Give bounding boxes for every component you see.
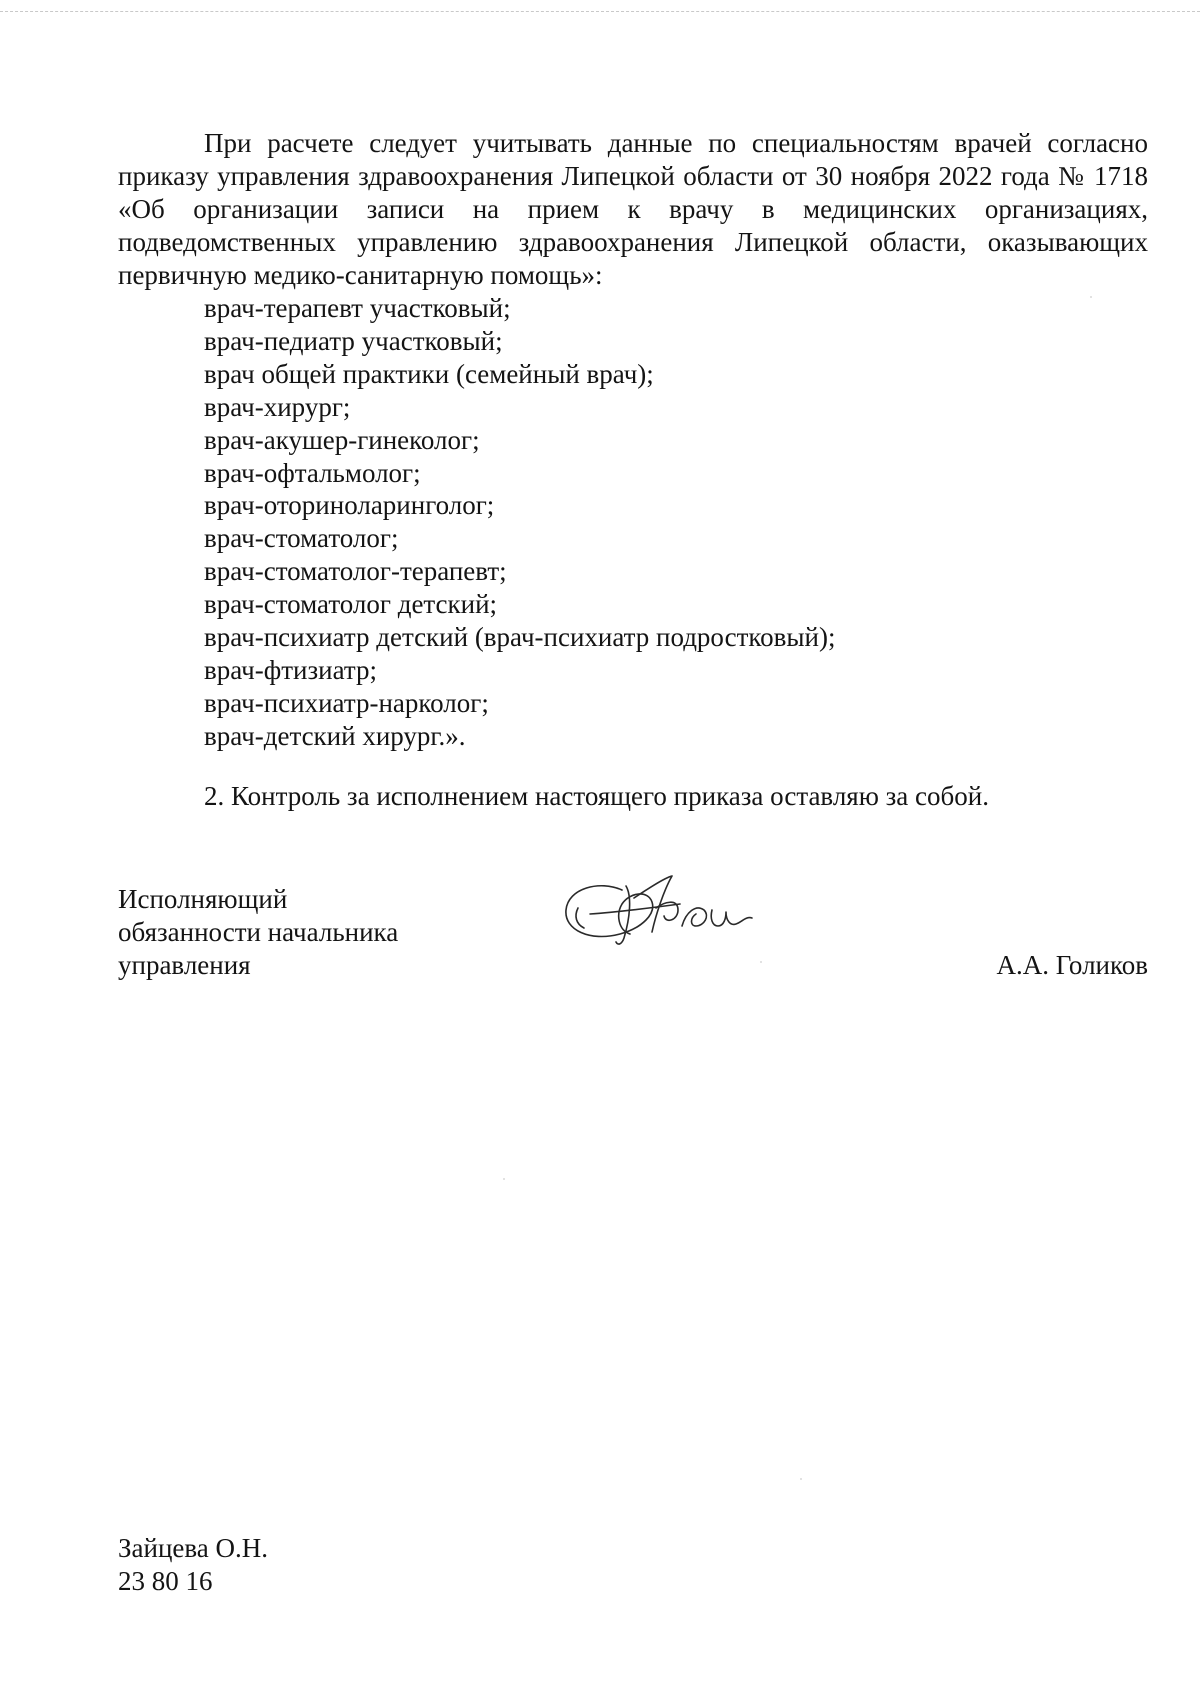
list-item: врач общей практики (семейный врач); xyxy=(204,358,654,389)
list-item: врач-психиатр детский (врач-психиатр подростковый); xyxy=(204,622,836,653)
list-item: врач-стоматолог детский; xyxy=(204,589,498,620)
list-item: врач-офтальмолог; xyxy=(204,457,421,488)
list-item: врач-терапевт участковый; xyxy=(204,293,511,323)
list-item: врач-фтизиатр; xyxy=(204,654,377,685)
scan-speck xyxy=(760,961,762,963)
control-paragraph: 2. Контроль за исполнением настоящего приказа оставляю за собой. xyxy=(204,781,989,811)
list-item: врач-педиатр участковый; xyxy=(204,325,503,356)
intro-paragraph: При расчете следует учитывать данные по специальностям врачей согласно приказу управления здравоохранения Липецкой области от 30 ноября 2022 года № 1718 «Об организации записи на прием к врачу в медицинских организациях, подведомственных управлению здравоохранения Липецкой области, оказывающих первичную медико-санитарную помощь»: xyxy=(118,128,1148,290)
signer-name: А.А. Голиков xyxy=(996,950,1148,980)
scan-speck xyxy=(503,1178,505,1180)
list-item: врач-хирург; xyxy=(204,391,351,422)
signer-title-line: Исполняющий xyxy=(118,884,288,914)
list-item: врач-стоматолог; xyxy=(204,523,399,554)
list-item: врач-психиатр-нарколог; xyxy=(204,687,489,718)
signer-title xyxy=(118,883,398,982)
executor-phone: 23 80 16 xyxy=(118,1566,213,1596)
signer-title-line: управления xyxy=(118,950,251,980)
executor-block xyxy=(118,1532,268,1598)
handwritten-signature xyxy=(560,868,790,963)
list-item: врач-оториноларинголог; xyxy=(204,490,495,521)
executor-name: Зайцева О.Н. xyxy=(118,1533,269,1563)
list-item: врач-акушер-гинеколог; xyxy=(204,424,480,455)
scan-speck xyxy=(1090,296,1092,298)
scan-speck xyxy=(800,1478,802,1480)
list-item: врач-стоматолог-терапевт; xyxy=(204,556,507,587)
signer-title-line: обязанности начальника xyxy=(118,917,399,947)
specialty-list xyxy=(204,292,835,753)
list-item: врач-детский хирург.». xyxy=(204,720,466,751)
